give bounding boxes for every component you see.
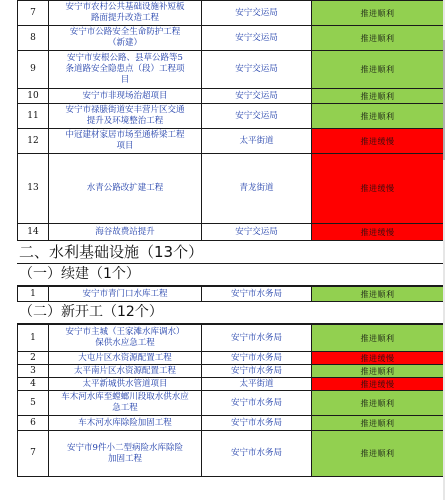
project-name-line: 条道路安全隐患点（段）工程项: [65, 64, 185, 74]
status-cell: 推进顺利: [312, 416, 444, 431]
responsible-unit: 安宁市水务局: [202, 365, 312, 378]
table-row: [18, 26, 444, 51]
table-row: [18, 224, 444, 241]
project-name: [49, 325, 202, 352]
row-number: 3: [18, 365, 49, 378]
responsible-unit: 青龙街道: [202, 154, 312, 224]
table-row: [18, 378, 444, 391]
project-name: [49, 365, 202, 378]
status-cell: 推进顺利: [312, 26, 444, 51]
responsible-unit: 安宁交运局: [202, 89, 312, 104]
responsible-unit: 安宁市水务局: [202, 391, 312, 416]
row-number: 13: [18, 154, 49, 224]
project-name-line: 目: [120, 75, 130, 85]
table-row: [18, 1, 444, 26]
project-name: [49, 391, 202, 416]
responsible-unit: 安宁市水务局: [202, 352, 312, 365]
responsible-unit: 安宁市水务局: [202, 431, 312, 477]
project-name-line: （新建）: [107, 38, 142, 48]
project-name-line: 安宁市安根公路、县草公路等5: [67, 53, 183, 63]
responsible-unit: 安宁市水务局: [202, 416, 312, 431]
row-number: 9: [18, 51, 49, 89]
row-number: 1: [18, 325, 49, 352]
project-name: [49, 352, 202, 365]
responsible-unit: 安宁交运局: [202, 51, 312, 89]
responsible-unit: 安宁交运局: [202, 224, 312, 241]
row-number: 7: [18, 1, 49, 26]
table-row: [18, 325, 444, 352]
row-number: 14: [18, 224, 49, 241]
project-name-line: 安宁市禄脿街道安丰营片区交通: [65, 105, 185, 115]
status-cell: 推进顺利: [312, 104, 444, 129]
row-number: 8: [18, 26, 49, 51]
project-name-line: 提升及环境整治工程: [86, 116, 164, 126]
project-name-line: 中冠建材家居市场至通桥梁工程: [65, 130, 185, 140]
table-row: [18, 154, 444, 224]
project-name-line: 加固工程: [107, 453, 142, 464]
project-name: [49, 26, 202, 51]
status-cell: 推进缓慢: [312, 224, 444, 241]
project-name-line: 保供水应急工程: [95, 338, 155, 348]
responsible-unit: 安宁市水务局: [202, 325, 312, 352]
section-heading-water: 二、水利基础设施（13个）: [19, 243, 204, 261]
project-name-line: 安宁市非现场治超项目: [82, 90, 168, 101]
project-name-line: 太平南片区水资源配置工程: [73, 365, 176, 376]
project-name-line: 车木河水库除险加固工程: [78, 417, 172, 428]
project-name: [49, 89, 202, 104]
table-row: [18, 391, 444, 416]
row-number: 6: [18, 416, 49, 431]
responsible-unit: 安宁市水务局: [202, 287, 312, 302]
row-number: 12: [18, 129, 49, 154]
project-name: [49, 129, 202, 154]
table-row: [18, 51, 444, 89]
project-name: [49, 154, 202, 224]
project-name-line: 急工程: [112, 403, 138, 413]
project-table-new-start: [17, 324, 444, 477]
project-name-line: 安宁市青门口水库工程: [82, 288, 168, 299]
table-row: [18, 129, 444, 154]
project-name-line: 安宁市农村公共基础设施补短板: [65, 2, 185, 12]
status-cell: 推进顺利: [312, 287, 444, 302]
table-row: [18, 416, 444, 431]
responsible-unit: 安宁交运局: [202, 26, 312, 51]
status-cell: 推进顺利: [312, 1, 444, 26]
project-name-line: 太平新城供水管道项目: [82, 378, 168, 389]
project-name-line: 安宁市公路安全生命防护工程: [69, 27, 181, 37]
status-cell: 推进顺利: [312, 325, 444, 352]
project-table-continued: [17, 286, 444, 302]
table-row: [18, 431, 444, 477]
row-number: 4: [18, 378, 49, 391]
project-name-line: 车木河水库至螳螂川段取水供水应: [61, 392, 189, 402]
project-name: [49, 378, 202, 391]
document-page: [17, 0, 443, 477]
responsible-unit: 安宁交运局: [202, 104, 312, 129]
project-name: [49, 104, 202, 129]
project-name-line: 项目: [116, 141, 134, 151]
project-table-transport: [17, 0, 444, 241]
project-name-line: 路面提升改造工程: [90, 13, 159, 23]
row-number: 11: [18, 104, 49, 129]
status-cell: 推进缓慢: [312, 129, 444, 154]
project-name: [49, 287, 202, 302]
row-number: 10: [18, 89, 49, 104]
project-name-line: 安宁市主城（王家滩水库调水）: [65, 327, 185, 337]
subheading-new-start: （二）新开工（12个）: [17, 302, 443, 324]
status-cell: 推进顺利: [312, 365, 444, 378]
table-row: [18, 352, 444, 365]
responsible-unit: 太平街道: [202, 129, 312, 154]
responsible-unit: 安宁交运局: [202, 1, 312, 26]
project-name: [49, 1, 202, 26]
status-cell: 推进顺利: [312, 89, 444, 104]
table-row: [18, 89, 444, 104]
responsible-unit: 太平街道: [202, 378, 312, 391]
project-name: [49, 416, 202, 431]
table-row: [18, 104, 444, 129]
table-row: [18, 365, 444, 378]
status-cell: 推进缓慢: [312, 352, 444, 365]
row-number: 7: [18, 431, 49, 477]
project-name-line: 安宁市9件小二型病险水库除险: [67, 442, 183, 453]
project-name: [49, 224, 202, 241]
status-cell: 推进顺利: [312, 51, 444, 89]
project-name: [49, 431, 202, 477]
subheading-continued: （一）续建（1个）: [17, 263, 443, 286]
status-cell: 推进顺利: [312, 391, 444, 416]
table-row: [18, 287, 444, 302]
row-number: 1: [18, 287, 49, 302]
project-name: [49, 51, 202, 89]
project-name-line: 海谷故费站提升: [95, 226, 155, 237]
status-cell: 推进缓慢: [312, 154, 444, 224]
row-number: 5: [18, 391, 49, 416]
status-cell: 推进缓慢: [312, 378, 444, 391]
project-name-line: 大屯片区水资源配置工程: [78, 352, 172, 363]
project-name-line: 水青公路改扩建工程: [86, 183, 164, 193]
row-number: 2: [18, 352, 49, 365]
status-cell: 推进顺利: [312, 431, 444, 477]
